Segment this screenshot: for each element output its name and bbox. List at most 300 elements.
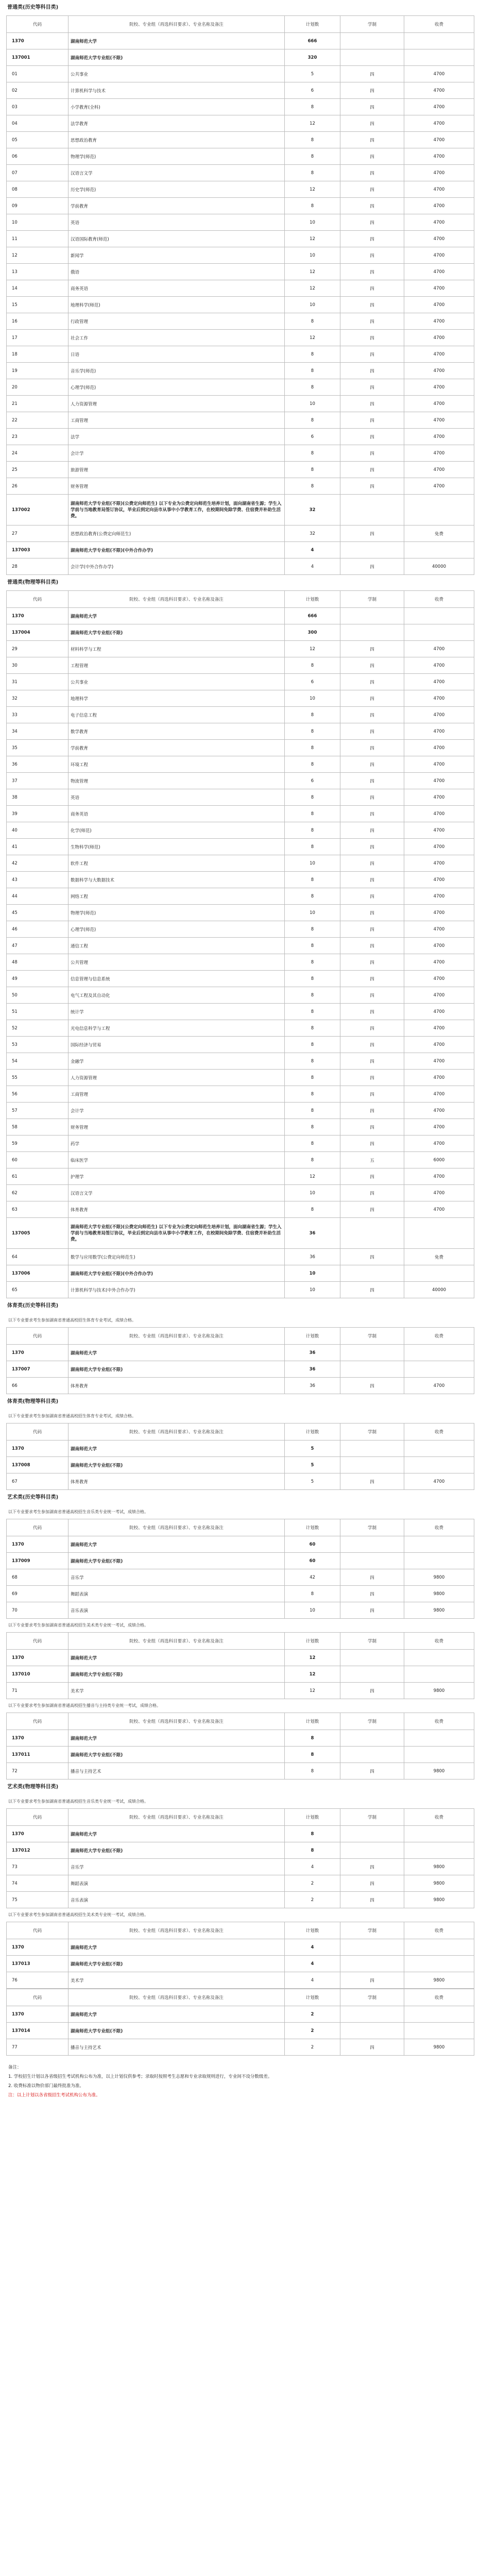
row-code: 34: [7, 723, 68, 740]
table-header-row: [7, 1989, 474, 2006]
row-fee: [404, 2023, 474, 2039]
row-fee: 4700: [404, 1201, 474, 1218]
row-plan: 4: [285, 1939, 340, 1956]
row-code: 30: [7, 657, 68, 674]
table-row: [7, 181, 474, 198]
row-plan: 10: [285, 905, 340, 921]
row-code: 1370: [7, 608, 68, 624]
row-plan: 8: [285, 806, 340, 822]
row-name: 数学教育: [68, 723, 285, 740]
row-name: 体育教育: [68, 1201, 285, 1218]
row-plan: 36: [285, 1249, 340, 1265]
row-fee: 40000: [404, 1282, 474, 1298]
table-row: [7, 674, 474, 690]
row-fee: 4700: [404, 99, 474, 115]
table-row: [7, 346, 474, 363]
row-name: 音乐表演: [68, 1602, 285, 1619]
row-plan: 36: [285, 1218, 340, 1249]
row-plan: 32: [285, 526, 340, 542]
row-plan: 8: [285, 1730, 340, 1747]
row-name: 音乐表演: [68, 1892, 285, 1908]
row-code: 35: [7, 740, 68, 756]
row-years: 四: [340, 264, 404, 280]
row-fee: 4700: [404, 214, 474, 231]
section-note: 以下专业要求考生参加湖南省普通高校招生体育专业考试，成绩合格。: [8, 1318, 136, 1323]
row-plan: 12: [285, 330, 340, 346]
row-name: 公共事业: [68, 66, 285, 82]
row-code: 76: [7, 1972, 68, 1989]
table-header-row: [7, 16, 474, 33]
row-code: 24: [7, 445, 68, 462]
section-title: 艺术类(物理等科目类): [7, 1784, 59, 1790]
row-fee: 4700: [404, 280, 474, 297]
row-code: 36: [7, 756, 68, 773]
row-plan: 36: [285, 1378, 340, 1394]
row-name: 会计学: [68, 445, 285, 462]
column-header: 计划数: [285, 1328, 340, 1345]
row-fee: 4700: [404, 954, 474, 971]
row-fee: 4700: [404, 115, 474, 132]
row-code: 55: [7, 1070, 68, 1086]
section-note: 以下专业要求考生参加湖南省普通高校招生体育专业考试，成绩合格。: [8, 1414, 136, 1418]
row-plan: 8: [285, 462, 340, 478]
row-plan: 8: [285, 1086, 340, 1103]
row-fee: 4700: [404, 839, 474, 855]
row-fee: [404, 1440, 474, 1457]
row-years: 四: [340, 954, 404, 971]
row-plan: 8: [285, 1119, 340, 1136]
row-code: 137008: [7, 1457, 68, 1473]
column-header: 代码: [7, 1809, 68, 1826]
row-years: 四: [340, 132, 404, 148]
table-row: [7, 1440, 474, 1457]
row-name: 物理学(师范): [68, 148, 285, 165]
row-code: 01: [7, 66, 68, 82]
row-name: 湖南师范大学专业组(不限)(中外合作办学): [68, 542, 285, 558]
row-code: 67: [7, 1473, 68, 1490]
row-fee: [404, 49, 474, 66]
row-code: 40: [7, 822, 68, 839]
plan-table: [6, 1713, 474, 1780]
row-plan: 8: [285, 1747, 340, 1763]
row-code: 1370: [7, 1730, 68, 1747]
table-row: [7, 363, 474, 379]
row-fee: [404, 33, 474, 49]
table-row: [7, 1119, 474, 1136]
row-code: 77: [7, 2039, 68, 2056]
row-code: 18: [7, 346, 68, 363]
row-fee: 4700: [404, 674, 474, 690]
row-fee: [404, 1536, 474, 1553]
row-code: 137002: [7, 495, 68, 526]
row-code: 137009: [7, 1553, 68, 1569]
row-plan: 12: [285, 1666, 340, 1683]
column-header: 代码: [7, 16, 68, 33]
row-years: 四: [340, 707, 404, 723]
table-row: [7, 1842, 474, 1859]
row-plan: 8: [285, 756, 340, 773]
section-note: 以下专业要求考生参加湖南省普通高校招生美术类专业统一考试，成绩合格。: [8, 1623, 148, 1628]
row-fee: 9800: [404, 1569, 474, 1586]
row-code: 02: [7, 82, 68, 99]
table-row: [7, 1602, 474, 1619]
row-years: 四: [340, 855, 404, 872]
row-fee: 4700: [404, 690, 474, 707]
row-plan: 8: [285, 707, 340, 723]
row-code: 54: [7, 1053, 68, 1070]
table-row: [7, 297, 474, 313]
row-name: 汉语言文学: [68, 165, 285, 181]
row-fee: 免费: [404, 526, 474, 542]
row-code: 23: [7, 429, 68, 445]
row-name: 湖南师范大学专业组(不限): [68, 1956, 285, 1972]
row-name: 财务管理: [68, 478, 285, 495]
row-code: 62: [7, 1185, 68, 1201]
row-plan: 5: [285, 1457, 340, 1473]
column-header: 院校、专业组（再选科目要求）、专业名称及备注: [68, 591, 285, 608]
row-name: 舞蹈表演: [68, 1586, 285, 1602]
row-code: 44: [7, 888, 68, 905]
row-code: 41: [7, 839, 68, 855]
table-row: [7, 558, 474, 575]
table-row: [7, 839, 474, 855]
row-code: 37: [7, 773, 68, 789]
row-code: 05: [7, 132, 68, 148]
row-code: 50: [7, 987, 68, 1004]
row-years: 四: [340, 231, 404, 247]
plan-table: [6, 1632, 474, 1699]
row-name: 英语: [68, 789, 285, 806]
section-title: 体育类(历史等科目类): [7, 1303, 59, 1309]
table-row: [7, 905, 474, 921]
column-header: 院校、专业组（再选科目要求）、专业名称及备注: [68, 1713, 285, 1730]
row-fee: 4700: [404, 756, 474, 773]
column-header: 代码: [7, 1922, 68, 1939]
row-name: 环境工程: [68, 756, 285, 773]
row-years: [340, 608, 404, 624]
row-fee: [404, 1842, 474, 1859]
row-name: 湖南师范大学: [68, 1730, 285, 1747]
row-fee: 4700: [404, 1020, 474, 1037]
row-name: 地理科学(师范): [68, 297, 285, 313]
row-name: 旅游管理: [68, 462, 285, 478]
row-fee: 免费: [404, 1249, 474, 1265]
row-years: 四: [340, 1282, 404, 1298]
row-code: 75: [7, 1892, 68, 1908]
row-name: 音乐学: [68, 1569, 285, 1586]
row-fee: 4700: [404, 773, 474, 789]
table-row: [7, 1826, 474, 1842]
row-plan: 8: [285, 412, 340, 429]
row-plan: 8: [285, 1201, 340, 1218]
row-fee: 4700: [404, 905, 474, 921]
row-fee: [404, 1666, 474, 1683]
row-years: 四: [340, 1201, 404, 1218]
table-row: [7, 641, 474, 657]
column-header: 学制: [340, 1922, 404, 1939]
row-years: 四: [340, 148, 404, 165]
row-fee: 4700: [404, 1053, 474, 1070]
row-years: 四: [340, 478, 404, 495]
row-fee: 4700: [404, 247, 474, 264]
row-name: 湖南师范大学: [68, 1536, 285, 1553]
row-plan: 8: [285, 1070, 340, 1086]
row-name: 湖南师范大学: [68, 1939, 285, 1956]
column-header: 院校、专业组（再选科目要求）、专业名称及备注: [68, 1423, 285, 1440]
row-code: 63: [7, 1201, 68, 1218]
row-years: 四: [340, 412, 404, 429]
row-code: 1370: [7, 1826, 68, 1842]
row-code: 28: [7, 558, 68, 575]
row-plan: 8: [285, 1020, 340, 1037]
row-code: 137007: [7, 1361, 68, 1378]
row-fee: 4700: [404, 379, 474, 396]
table-row: [7, 526, 474, 542]
row-name: 软件工程: [68, 855, 285, 872]
row-code: 43: [7, 872, 68, 888]
row-plan: 8: [285, 657, 340, 674]
row-name: 工程管理: [68, 657, 285, 674]
row-name: 光电信息科学与工程: [68, 1020, 285, 1037]
row-fee: 4700: [404, 82, 474, 99]
row-plan: 8: [285, 132, 340, 148]
row-code: 57: [7, 1103, 68, 1119]
row-years: 四: [340, 346, 404, 363]
plan-table: [6, 1327, 474, 1394]
row-plan: 4: [285, 542, 340, 558]
row-fee: 4700: [404, 445, 474, 462]
row-years: 四: [340, 1972, 404, 1989]
table-row: [7, 740, 474, 756]
column-header: 代码: [7, 1328, 68, 1345]
row-plan: 12: [285, 641, 340, 657]
column-header: 院校、专业组（再选科目要求）、专业名称及备注: [68, 1809, 285, 1826]
row-years: 四: [340, 99, 404, 115]
table-row: [7, 495, 474, 526]
table-row: [7, 872, 474, 888]
row-fee: 4700: [404, 888, 474, 905]
row-plan: 5: [285, 1440, 340, 1457]
row-years: 四: [340, 429, 404, 445]
row-years: [340, 1747, 404, 1763]
row-code: 137006: [7, 1265, 68, 1282]
row-name: 湖南师范大学: [68, 1440, 285, 1457]
row-years: 四: [340, 297, 404, 313]
row-code: 1370: [7, 2006, 68, 2023]
table-row: [7, 115, 474, 132]
plan-table: [6, 1423, 474, 1490]
column-header: 学制: [340, 1633, 404, 1650]
row-name: 人力资源管理: [68, 1070, 285, 1086]
row-fee: [404, 1826, 474, 1842]
row-plan: 12: [285, 280, 340, 297]
table-row: [7, 822, 474, 839]
row-years: 四: [340, 1892, 404, 1908]
row-fee: [404, 1361, 474, 1378]
row-fee: [404, 1218, 474, 1249]
row-plan: 300: [285, 624, 340, 641]
row-plan: 2: [285, 2039, 340, 2056]
row-code: 06: [7, 148, 68, 165]
table-row: [7, 1218, 474, 1249]
table-row: [7, 1586, 474, 1602]
row-name: 人力资源管理: [68, 396, 285, 412]
table-row: [7, 987, 474, 1004]
row-years: [340, 2023, 404, 2039]
table-row: [7, 82, 474, 99]
row-plan: 666: [285, 608, 340, 624]
table-row: [7, 148, 474, 165]
column-header: 计划数: [285, 1519, 340, 1536]
section-title: 体育类(物理等科目类): [7, 1399, 59, 1404]
table-row: [7, 1473, 474, 1490]
row-code: 39: [7, 806, 68, 822]
row-years: 四: [340, 987, 404, 1004]
table-row: [7, 1152, 474, 1168]
row-years: [340, 1265, 404, 1282]
row-code: 16: [7, 313, 68, 330]
row-plan: 12: [285, 231, 340, 247]
table-row: [7, 2006, 474, 2023]
row-code: 72: [7, 1763, 68, 1780]
row-fee: 4700: [404, 657, 474, 674]
row-years: 四: [340, 690, 404, 707]
row-years: 四: [340, 1602, 404, 1619]
column-header: 院校、专业组（再选科目要求）、专业名称及备注: [68, 1328, 285, 1345]
column-header: 计划数: [285, 1922, 340, 1939]
column-header: 计划数: [285, 1633, 340, 1650]
table-row: [7, 921, 474, 938]
row-plan: 8: [285, 346, 340, 363]
row-fee: 4700: [404, 396, 474, 412]
column-header: 收费: [404, 1809, 474, 1826]
row-plan: 42: [285, 1569, 340, 1586]
row-name: 电子信息工程: [68, 707, 285, 723]
row-plan: 4: [285, 1972, 340, 1989]
table-header-row: [7, 1328, 474, 1345]
row-plan: 36: [285, 1361, 340, 1378]
table-header-row: [7, 1423, 474, 1440]
row-fee: 4700: [404, 822, 474, 839]
row-fee: 4700: [404, 921, 474, 938]
column-header: 收费: [404, 16, 474, 33]
row-years: 四: [340, 1103, 404, 1119]
row-years: [340, 1440, 404, 1457]
row-fee: [404, 542, 474, 558]
row-name: 体育教育: [68, 1473, 285, 1490]
row-name: 材料科学与工程: [68, 641, 285, 657]
table-row: [7, 1859, 474, 1875]
column-header: 收费: [404, 1922, 474, 1939]
row-code: 38: [7, 789, 68, 806]
row-fee: [404, 1345, 474, 1361]
table-row: [7, 1378, 474, 1394]
row-plan: 6: [285, 82, 340, 99]
row-name: 电气工程及其自动化: [68, 987, 285, 1004]
row-years: 四: [340, 756, 404, 773]
row-code: 11: [7, 231, 68, 247]
row-plan: 8: [285, 888, 340, 905]
row-years: [340, 624, 404, 641]
row-plan: 6: [285, 674, 340, 690]
table-row: [7, 1345, 474, 1361]
row-fee: [404, 624, 474, 641]
column-header: 学制: [340, 1809, 404, 1826]
row-code: 13: [7, 264, 68, 280]
column-header: 代码: [7, 1713, 68, 1730]
table-header-row: [7, 1713, 474, 1730]
row-code: 60: [7, 1152, 68, 1168]
row-fee: 4700: [404, 1185, 474, 1201]
row-fee: 4700: [404, 1119, 474, 1136]
section-title: 艺术类(历史等科目类): [7, 1495, 59, 1500]
row-name: 数学与应用数学(公费定向师范生): [68, 1249, 285, 1265]
row-name: 计算机科学与技术(中外合作办学): [68, 1282, 285, 1298]
row-code: 19: [7, 363, 68, 379]
row-fee: 9800: [404, 1586, 474, 1602]
plan-table: [6, 1989, 474, 2056]
row-code: 1370: [7, 33, 68, 49]
column-header: 院校、专业组（再选科目要求）、专业名称及备注: [68, 1922, 285, 1939]
row-code: 12: [7, 247, 68, 264]
table-row: [7, 657, 474, 674]
row-years: 四: [340, 1859, 404, 1875]
section-title: 普通类(物理等科目类): [7, 580, 59, 585]
row-plan: 32: [285, 495, 340, 526]
row-fee: 4700: [404, 641, 474, 657]
section-note: 以下专业要求考生参加湖南省普通高校招生播音与主持类专业统一考试，成绩合格。: [8, 1703, 161, 1708]
table-row: [7, 478, 474, 495]
footer-line: 2. 收费标准以物价部门最终批准为准。: [8, 2083, 84, 2089]
row-years: 四: [340, 379, 404, 396]
row-name: 湖南师范大学: [68, 1345, 285, 1361]
row-name: 湖南师范大学: [68, 1826, 285, 1842]
row-name: 心理学(师范): [68, 921, 285, 938]
section-note: 以下专业要求考生参加湖南省普通高校招生音乐类专业统一考试，成绩合格。: [8, 1510, 148, 1514]
table-row: [7, 1892, 474, 1908]
row-years: [340, 1939, 404, 1956]
table-row: [7, 1070, 474, 1086]
plan-table: [6, 1519, 474, 1619]
row-name: 舞蹈表演: [68, 1875, 285, 1892]
row-fee: 4700: [404, 412, 474, 429]
row-name: 湖南师范大学专业组(不限): [68, 1457, 285, 1473]
row-years: [340, 495, 404, 526]
row-years: 四: [340, 198, 404, 214]
row-years: 四: [340, 740, 404, 756]
row-name: 公共事业: [68, 674, 285, 690]
row-years: 五: [340, 1152, 404, 1168]
footer-heading: 备注：: [8, 2065, 22, 2070]
row-fee: 9800: [404, 2039, 474, 2056]
row-plan: 8: [285, 971, 340, 987]
row-fee: [404, 1650, 474, 1666]
row-name: 湖南师范大学专业组(不限)(公费定向师范生) 以下专业为公费定向师范生培养计划，面向湖南省生源；学生入学前与当地教育局签订协议，毕业后到定向县市从事中小学教育工作，在校期间免除学费、住宿费并补助生活费。: [68, 495, 285, 526]
row-years: [340, 1650, 404, 1666]
row-name: 湖南师范大学专业组(不限): [68, 1666, 285, 1683]
row-years: [340, 2006, 404, 2023]
row-name: 湖南师范大学: [68, 1650, 285, 1666]
table-row: [7, 412, 474, 429]
table-row: [7, 1053, 474, 1070]
row-fee: 4700: [404, 971, 474, 987]
row-years: 四: [340, 247, 404, 264]
row-years: 四: [340, 674, 404, 690]
row-years: 四: [340, 806, 404, 822]
row-fee: [404, 1553, 474, 1569]
row-plan: 2: [285, 2006, 340, 2023]
row-years: 四: [340, 1586, 404, 1602]
